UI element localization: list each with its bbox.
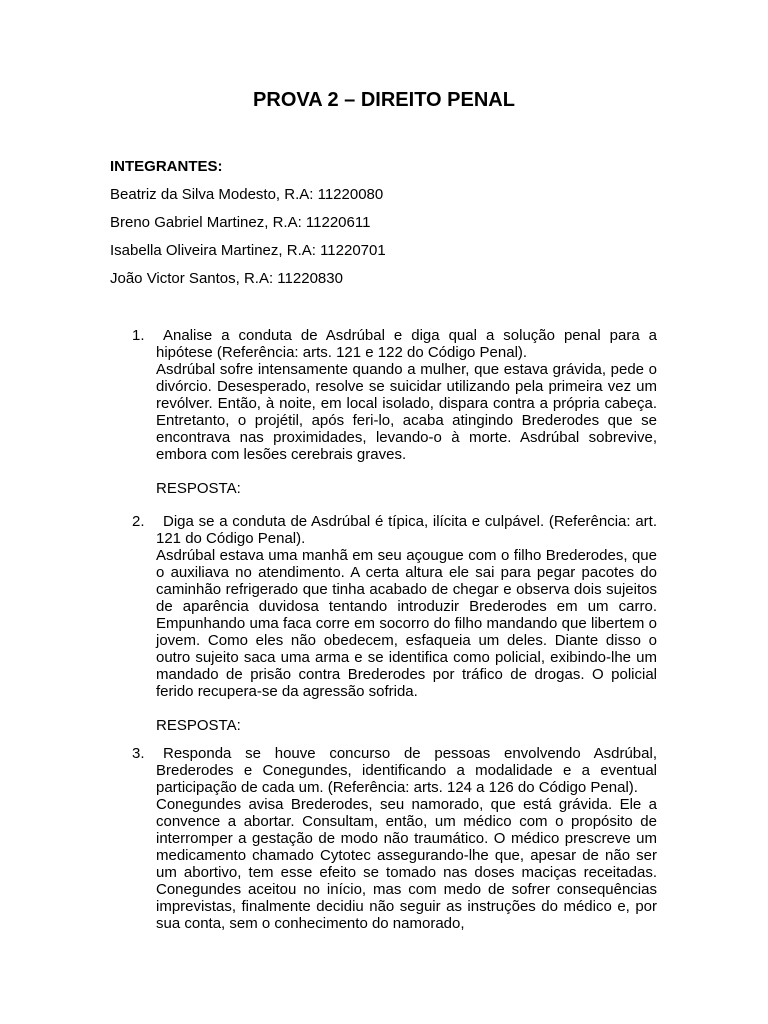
answer-label: RESPOSTA:	[156, 480, 241, 497]
question-scenario: Conegundes avisa Brederodes, seu namorado, que está grávida. Ele a convence a abortar. Consultam, então, um médico com o propósito de interromper a gestação de modo não traumático. O médico prescreve um medicamento chamado Cytotec assegurando-lhe que, apesar de não ser um abortivo, tem esse efeito se tomado nas doses maciças receitadas. Conegundes aceitou no início, mas com medo de sofrer consequências imprevistas, finalmente decidiu não seguir as instruções do médico e, por sua conta, sem o conhecimento do namorado,	[156, 796, 657, 932]
member-item: Beatriz da Silva Modesto, R.A: 11220080	[110, 186, 384, 203]
question-prompt: Analise a conduta de Asdrúbal e diga qual a solução penal para a hipótese (Referência: arts. 121 e 122 do Código Penal).	[156, 327, 657, 361]
answer-label: RESPOSTA:	[156, 717, 241, 734]
member-item: Breno Gabriel Martinez, R.A: 11220611	[110, 214, 371, 231]
question-prompt: Responda se houve concurso de pessoas envolvendo Asdrúbal, Brederodes e Conegundes, identificando a modalidade e a eventual participação de cada um. (Referência: arts. 124 a 126 do Código Penal).	[156, 745, 657, 796]
question-scenario: Asdrúbal sofre intensamente quando a mulher, que estava grávida, pede o divórcio. Desesperado, resolve se suicidar utilizando pela primeira vez um revólver. Então, à noite, em local isolado, dispara contra a própria cabeça. Entretanto, o projétil, após feri-lo, acaba atingindo Brederodes que se encontrava nas proximidades, levando-o à morte. Asdrúbal sobrevive, embora com lesões cerebrais graves.	[156, 361, 657, 463]
members-heading: INTEGRANTES:	[110, 158, 223, 175]
question-1	[132, 327, 657, 497]
question-scenario: Asdrúbal estava uma manhã em seu açougue com o filho Brederodes, que o auxiliava no atendimento. A certa altura ele sai para pegar pacotes do caminhão refrigerado que tinha acabado de chegar e observa dois sujeitos de aparência duvidosa tentando introduzir Brederodes em um carro. Empunhando uma faca corre em socorro do filho mandando que libertem o jovem. Como eles não obedecem, esfaqueia um deles. Diante disso o outro sujeito saca uma arma e se identifica como policial, exibindo-lhe um mandado de prisão contra Brederodes por tráfico de drogas. O policial ferido recupera-se da agressão sofrida.	[156, 547, 657, 700]
question-number: 2.	[132, 513, 145, 530]
member-item: Isabella Oliveira Martinez, R.A: 11220701	[110, 242, 386, 259]
member-item: João Victor Santos, R.A: 11220830	[110, 270, 343, 287]
document-title: PROVA 2 – DIREITO PENAL	[253, 89, 515, 111]
question-number: 1.	[132, 327, 145, 344]
question-prompt: Diga se a conduta de Asdrúbal é típica, ilícita e culpável. (Referência: art. 121 do Código Penal).	[156, 513, 657, 547]
question-2	[132, 513, 657, 734]
question-3	[132, 745, 657, 932]
question-number: 3.	[132, 745, 145, 762]
